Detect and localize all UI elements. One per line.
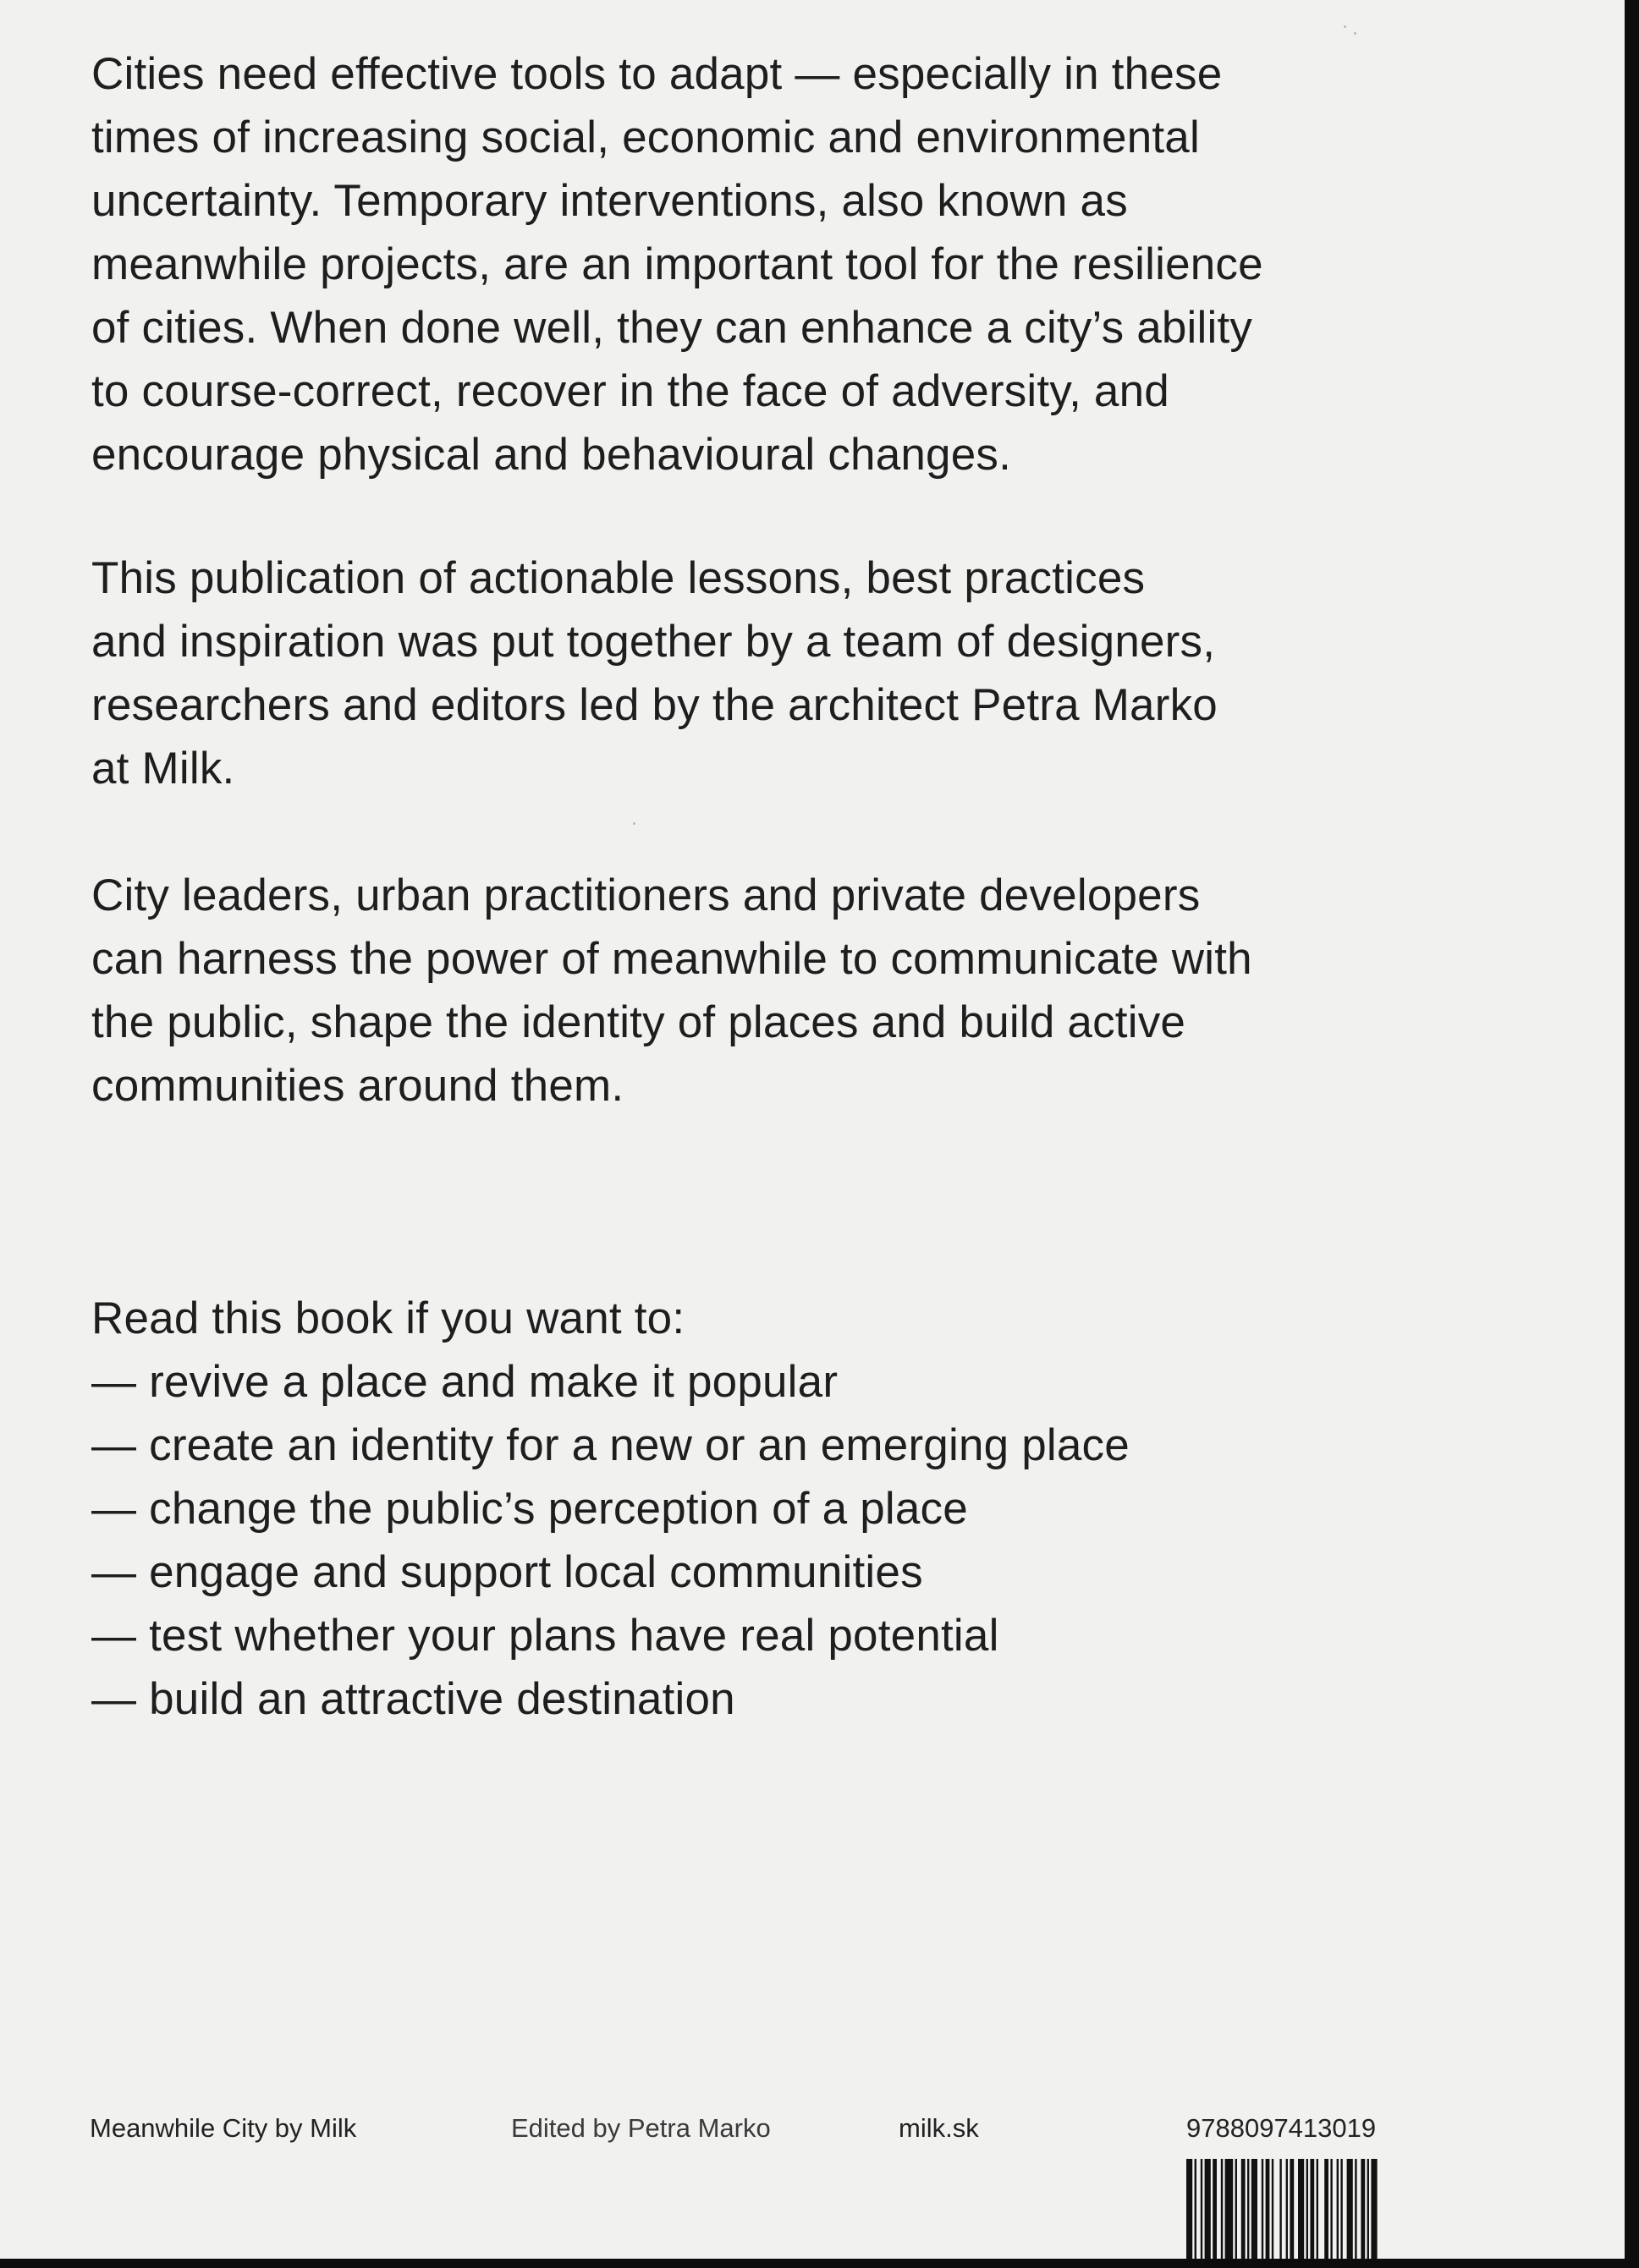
leaders-paragraph <box>91 864 1445 1118</box>
isbn-number: 9788097413019 <box>1186 2113 1377 2143</box>
text-line: City leaders, urban practitioners and private developers <box>91 870 1201 920</box>
text-line: the public, shape the identity of places and build active <box>91 997 1186 1047</box>
paper-speck <box>633 822 635 825</box>
scan-edge <box>0 2259 1639 2268</box>
scan-edge <box>1625 0 1639 2268</box>
list-item: — change the public’s perception of a place <box>91 1484 968 1534</box>
paper-speck <box>1354 32 1356 35</box>
footer-title: Meanwhile City by Milk <box>90 2113 357 2143</box>
list-item: — test whether your plans have real potential <box>91 1611 999 1661</box>
text-line: uncertainty. Temporary interventions, also known as <box>91 176 1128 226</box>
list-item: — engage and support local communities <box>91 1547 923 1597</box>
intro-paragraph <box>91 42 1445 486</box>
text-line: encourage physical and behavioural changes. <box>91 430 1012 480</box>
text-line: to course-correct, recover in the face of adversity, and <box>91 366 1169 416</box>
reasons-list <box>91 1287 1445 1731</box>
text-line: times of increasing social, economic and environmental <box>91 113 1200 162</box>
text-line: and inspiration was put together by a team of designers, <box>91 617 1216 667</box>
text-line: of cities. When done well, they can enhance a city’s ability <box>91 303 1253 353</box>
list-item: — revive a place and make it popular <box>91 1357 839 1407</box>
text-line: This publication of actionable lessons, best practices <box>91 553 1146 603</box>
reasons-heading: Read this book if you want to: <box>91 1293 685 1343</box>
text-line: Cities need effective tools to adapt — especially in these <box>91 49 1223 99</box>
list-item: — build an attractive destination <box>91 1674 735 1724</box>
footer-website: milk.sk <box>899 2113 979 2143</box>
barcode-icon <box>1186 2159 1437 2259</box>
paper-speck <box>1344 25 1346 28</box>
text-line: can harness the power of meanwhile to communicate with <box>91 934 1252 984</box>
footer-editor: Edited by Petra Marko <box>511 2113 771 2143</box>
list-item: — create an identity for a new or an emerging place <box>91 1420 1130 1470</box>
text-line: communities around them. <box>91 1061 624 1111</box>
text-line: at Milk. <box>91 744 235 794</box>
text-line: researchers and editors led by the architect Petra Marko <box>91 680 1218 730</box>
team-paragraph <box>91 546 1445 800</box>
text-line: meanwhile projects, are an important tool for the resilience <box>91 239 1263 289</box>
